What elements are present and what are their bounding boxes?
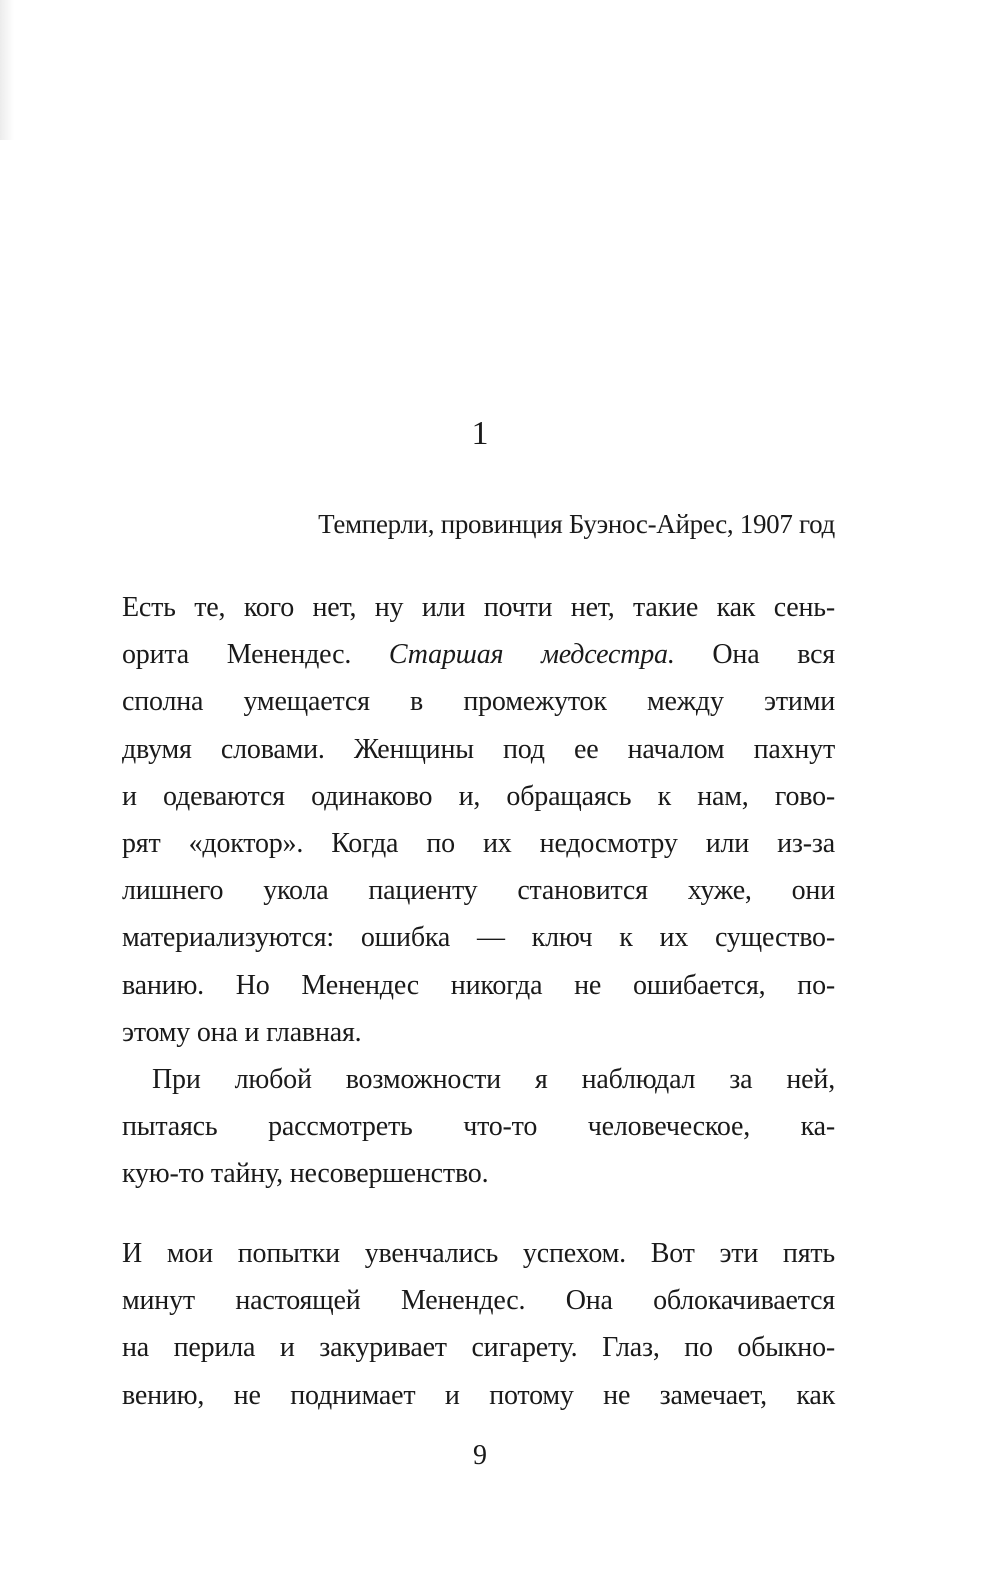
place-and-date-heading: Темперли, провинция Буэнос-Айрес, 1907 год (318, 509, 835, 539)
text-line: минут настоящей Менендес. Она облокачивается (122, 1285, 835, 1317)
text-line: на перила и закуривает сигарету. Глаз, по обыкно- (122, 1332, 835, 1364)
text-line-with-italic (122, 631, 835, 678)
page-number: 9 (473, 1440, 487, 1471)
text-line: И мои попытки увенчались успехом. Вот эти пять (122, 1238, 835, 1269)
text-fragment: орита Менендес. (122, 639, 389, 671)
text-line: ванию. Но Менендес никогда не ошибается, по- (122, 969, 835, 1001)
text-line: двумя словами. Женщины под ее началом пахнут (122, 733, 835, 765)
text-line: лишнего укола пациенту становится хуже, они (122, 875, 835, 907)
text-line: кую-то тайну, несовершенство. (122, 1158, 489, 1190)
text-line: рят «доктор». Когда по их недосмотру или из-за (122, 827, 835, 859)
scan-edge-shadow (0, 0, 14, 140)
text-line: сполна умещается в промежуток между этими (122, 686, 835, 718)
text-section-1 (122, 584, 835, 1197)
text-line: пытаясь рассмотреть что-то человеческое, ка- (122, 1111, 835, 1143)
text-line: и одеваются одинаково и, обращаясь к нам, гово- (122, 780, 835, 812)
chapter-number: 1 (471, 415, 489, 452)
text-line: этому она и главная. (122, 1016, 362, 1048)
text-line: материализуются: ошибка — ключ к их существо- (122, 922, 835, 954)
text-line: При любой возможности я наблюдал за ней, (152, 1063, 835, 1095)
text-line: вению, не поднимает и потому не замечает, как (122, 1379, 835, 1411)
text-fragment: Она вся (674, 639, 835, 671)
text-line: Есть те, кого нет, ну или почти нет, такие как сень- (122, 592, 835, 623)
text-section-2 (122, 1230, 835, 1419)
italic-phrase: Старшая медсестра. (388, 639, 675, 671)
